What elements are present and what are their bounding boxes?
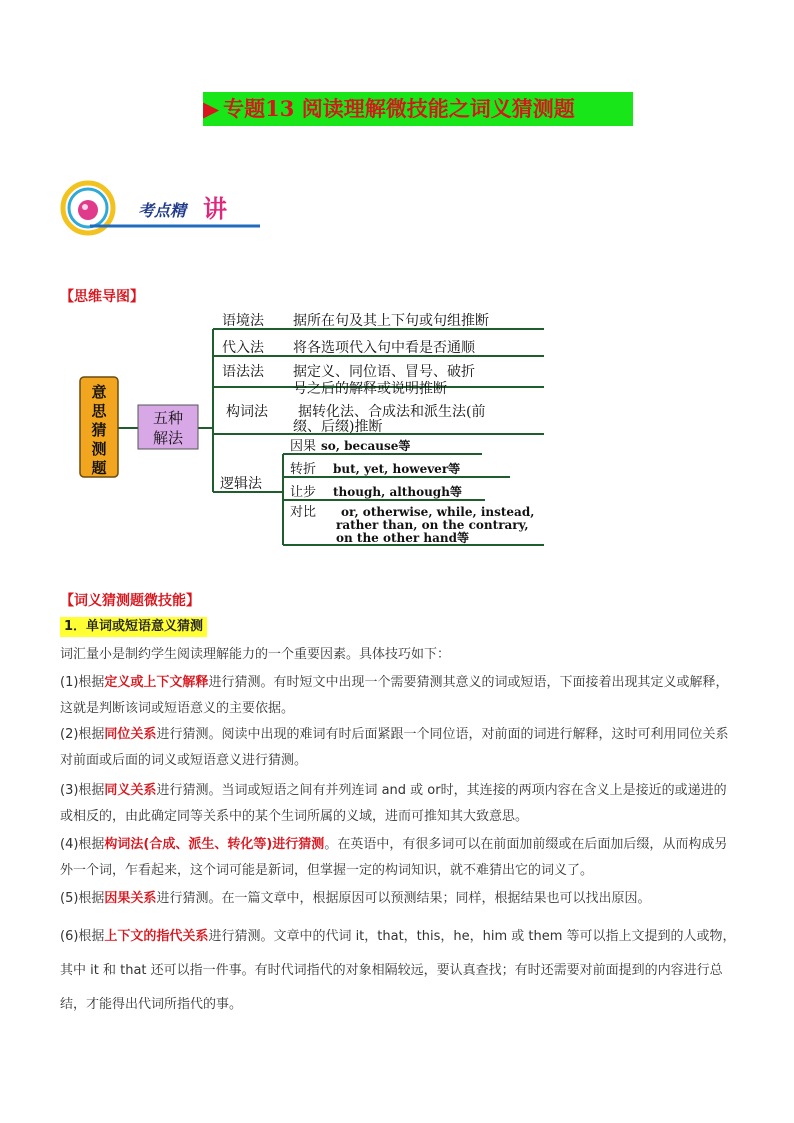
skills-label: 【词义猜测题微技能】: [60, 593, 200, 609]
skill-item-2: [60, 722, 738, 774]
item-keyword: 定义或上下文解释: [104, 675, 209, 690]
item-keyword: 构词法(合成、派生、转化等)进行猜测: [104, 837, 325, 852]
item-prefix: (2)根据: [60, 727, 105, 742]
logic-sub-desc-4a: or, otherwise, while, instead,: [341, 505, 535, 519]
badge-text: 考点精: [138, 201, 187, 220]
root-char-4: 测: [91, 440, 107, 458]
skill-item-6: [60, 920, 738, 1022]
branch-desc-1: 据所在句及其上下句或句组推断: [293, 313, 489, 329]
item-text: 进行猜测。阅读中出现的难词有时后面紧跟一个同位语，对前面的词进行解释，这时可利用同位关系对前面或后面的词义或短语意义进行猜测。: [60, 727, 729, 768]
logic-sub-desc-4c: on the other hand等: [336, 531, 470, 545]
mindmap-label: 【思维导图】: [60, 289, 144, 305]
logic-sub-desc-2: but, yet, however等: [333, 462, 461, 476]
item-prefix: (4)根据: [60, 837, 105, 852]
play-arrow-icon: ▶: [203, 96, 220, 121]
item-prefix: (3)根据: [60, 783, 105, 798]
skill-item-1: [60, 670, 738, 722]
branch-name-3: 语法法: [222, 364, 264, 380]
item-prefix: (6)根据: [60, 929, 105, 944]
skill-item-4: [60, 832, 738, 884]
logic-sub-name-2: 转折: [290, 462, 317, 477]
badge-big-text: 讲: [203, 195, 227, 223]
branch-desc-4b: 缀、后缀)推断: [293, 419, 383, 435]
root-char-5: 题: [91, 459, 107, 477]
logic-sub-desc-1: so, because等: [321, 439, 411, 453]
root-char-1: 意: [91, 383, 107, 401]
item-prefix: (5)根据: [60, 891, 105, 906]
badge-logo: [60, 180, 270, 240]
logic-sub-desc-3: though, although等: [333, 485, 462, 499]
logic-sub-desc-4b: rather than, on the contrary,: [336, 518, 529, 532]
skill-item-5: [60, 886, 738, 912]
root-char-2: 思: [91, 402, 107, 420]
mind-map: [60, 305, 560, 555]
branch-desc-4a: 据转化法、合成法和派生法(前: [298, 404, 486, 420]
branch-desc-3a: 据定义、同位语、冒号、破折: [293, 364, 475, 380]
middle-line-1: 五种: [152, 409, 184, 427]
logic-sub-name-4: 对比: [290, 505, 317, 520]
logic-sub-name-3: 让步: [290, 485, 317, 500]
item-text: 。在英语中，有很多词可以在前面加前缀或在后面加后缀，从而构成另外一个词，乍看起来，这个词可能是新词，但掌握一定的构词知识，就不难猜出它的词义了。: [60, 837, 728, 878]
branch-desc-3b: 号之后的解释或说明推断: [293, 381, 447, 397]
middle-line-2: 解法: [152, 429, 184, 447]
page-title: [203, 92, 633, 126]
item-text: 进行猜测。当词或短语之间有并列连词 and 或 or时，其连接的两项内容在含义上是接近的或递进的或相反的，由此确定同等关系中的某个生词所属的义域，进而可推知其大致意思。: [60, 783, 727, 824]
item-keyword: 上下文的指代关系: [104, 929, 209, 944]
branch-name-4: 构词法: [226, 404, 268, 420]
branch-name-5: 逻辑法: [220, 476, 262, 492]
branch-name-1: 语境法: [222, 313, 264, 329]
skill-item-3: [60, 778, 738, 830]
root-char-3: 猜: [91, 421, 107, 439]
section-1-heading: 1．单词或短语意义猜测: [60, 617, 207, 637]
item-text: 进行猜测。在一篇文章中，根据原因可以预测结果；同样，根据结果也可以找出原因。: [156, 891, 651, 906]
intro-paragraph: 词汇量小是制约学生阅读理解能力的一个重要因素。具体技巧如下：: [60, 647, 451, 662]
logic-sub-name-1: 因果: [290, 439, 317, 454]
item-text: 进行猜测。有时短文中出现一个需要猜测其意义的词或短语，下面接着出现其定义或解释，这就是判断该词或短语意义的主要依据。: [60, 675, 729, 716]
branch-desc-2: 将各选项代入句中看是否通顺: [293, 340, 475, 356]
item-text: 进行猜测。文章中的代词 it，that，this，he，him 或 them 等可以指上文提到的人或物，其中 it 和 that 还可以指一件事。有时代词指代的对象相隔较远，要认真查找；有时还需要对前面提到的内容进行总结，才能得出代词所指代的事。: [60, 929, 736, 1012]
item-keyword: 同义关系: [104, 783, 157, 798]
item-keyword: 同位关系: [104, 727, 157, 742]
title-text: 专题13 阅读理解微技能之词义猜测题: [223, 96, 575, 121]
item-prefix: (1)根据: [60, 675, 105, 690]
item-keyword: 因果关系: [104, 891, 157, 906]
branch-name-2: 代入法: [222, 340, 264, 356]
